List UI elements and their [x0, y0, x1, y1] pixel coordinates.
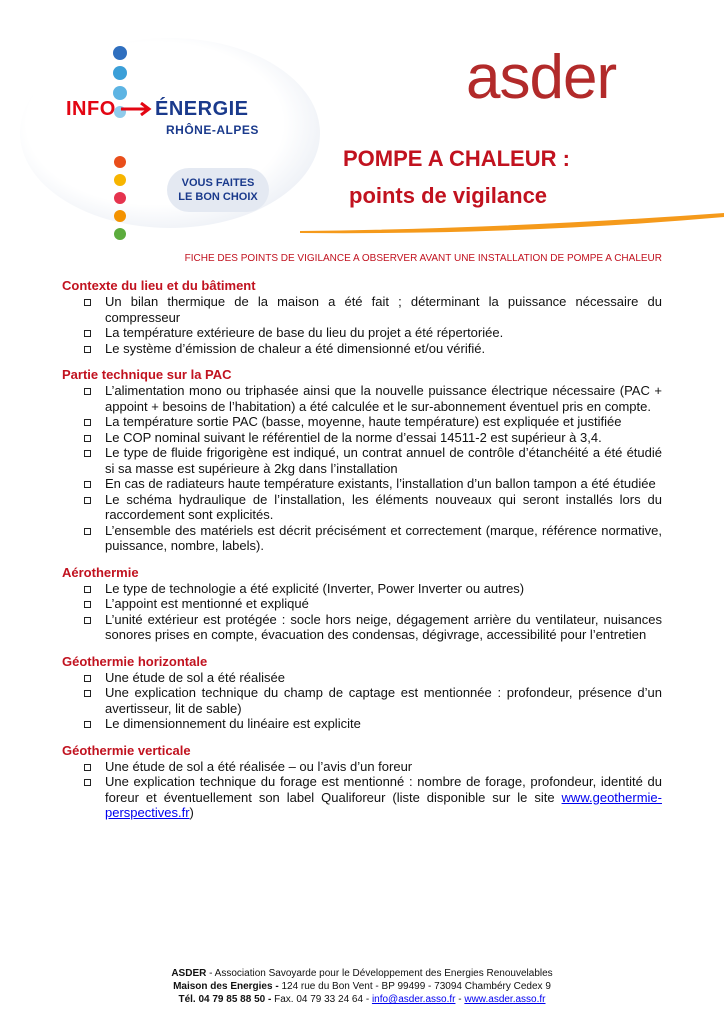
arrow-right-icon: [121, 102, 153, 116]
checklist-item-text: Une explication technique du champ de captage est mentionnée : profondeur, présence d’un avertisseur, lit de sable): [105, 685, 662, 716]
footer-fax: Fax. 04 79 33 24 64 -: [271, 994, 372, 1005]
fire-icon: [114, 156, 126, 168]
checkbox-bullet-icon: [84, 419, 91, 426]
footer-website-link[interactable]: www.asder.asso.fr: [464, 994, 546, 1005]
checkbox-bullet-icon: [84, 764, 91, 771]
checkbox-bullet-icon: [84, 346, 91, 353]
footer-line2: [0, 980, 724, 993]
globe-icon: [113, 46, 127, 60]
footer-sep: -: [455, 994, 465, 1005]
checklist-item: [62, 685, 662, 716]
geothermie-link[interactable]: www.geothermie-perspectives.fr: [105, 789, 662, 820]
checklist-item-text: Une étude de sol a été réalisée: [105, 669, 285, 685]
decorative-swoosh: [300, 205, 724, 235]
footer-tel: Tél. 04 79 85 88 50 -: [178, 994, 272, 1005]
footer-address: 124 rue du Bon Vent - BP 99499 - 73094 Chambéry Cedex 9: [278, 981, 551, 992]
checkbox-bullet-icon: [84, 690, 91, 697]
checklist-item-text: Le type de fluide frigorigène est indiqué, un contrat annuel de contrôle d’étanchéité a été étudié si sa masse est supérieure à 2kg dans l’installation: [105, 445, 662, 476]
checklist-item: [62, 430, 662, 446]
logo-energie-text: ÉNERGIE: [155, 98, 249, 120]
checklist-item-text: En cas de radiateurs haute température existants, l’installation d’un ballon tampon a été étudiée: [105, 476, 656, 491]
checklist: [62, 581, 662, 643]
main-content: [62, 278, 662, 832]
section-title: Partie technique sur la PAC: [62, 367, 232, 382]
walker-icon: [114, 228, 126, 240]
checklist-item: [62, 383, 662, 414]
checkbox-bullet-icon: [84, 779, 91, 786]
checklist: [62, 759, 662, 821]
checklist-item: [62, 596, 662, 612]
checklist-item: [62, 612, 662, 643]
footer-house: Maison des Energies -: [173, 981, 279, 992]
footer-line3: [0, 993, 724, 1006]
checklist: [62, 294, 662, 356]
checkbox-bullet-icon: [84, 435, 91, 442]
page-title: POMPE A CHALEUR :: [343, 146, 570, 171]
checklist-item: [62, 581, 662, 597]
checklist-item-text: Le dimensionnement du linéaire est explicite: [105, 716, 361, 731]
checkbox-bullet-icon: [84, 617, 91, 624]
slogan-line1: VOUS FAITES: [181, 177, 255, 189]
checklist-item: [62, 325, 662, 341]
checkbox-bullet-icon: [84, 481, 91, 488]
footer-email-link[interactable]: info@asder.asso.fr: [371, 994, 456, 1005]
checklist-item: [62, 414, 662, 430]
checkbox-bullet-icon: [84, 330, 91, 337]
checklist-item-text: Le schéma hydraulique de l’installation, les éléments nouveaux qui seront installés lors du raccordement sont explicités.: [105, 491, 662, 522]
checkbox-bullet-icon: [84, 299, 91, 306]
section: [62, 743, 662, 821]
checklist-item: [62, 716, 662, 732]
section: [62, 278, 662, 356]
checklist-item-text: Le système d’émission de chaleur a été dimensionné et/ou vérifié.: [105, 340, 486, 356]
section: [62, 654, 662, 732]
asder-logo-text: asder: [466, 43, 617, 112]
logo-region-text: RHÔNE-ALPES: [166, 123, 259, 137]
checklist-item-text: Le type de technologie a été explicité (Inverter, Power Inverter ou autres): [105, 580, 525, 596]
footer-line1: [0, 967, 724, 980]
checklist-item-text: Une étude de sol a été réalisée – ou l’avis d’un foreur: [105, 758, 413, 774]
checkbox-bullet-icon: [84, 675, 91, 682]
checklist: [62, 383, 662, 554]
section-title: Géothermie horizontale: [62, 653, 208, 669]
link-suffix: ): [189, 805, 194, 820]
checklist-item-text: La température sortie PAC (basse, moyenne, haute température) est expliquée et justifiée: [105, 414, 622, 429]
intro-text: FICHE DES POINTS DE VIGILANCE A OBSERVER AVANT UNE INSTALLATION DE POMPE A CHALEUR: [184, 253, 662, 264]
checkbox-bullet-icon: [84, 450, 91, 457]
checklist-item-text: La température extérieure de base du lieu du projet a été répertoriée.: [105, 325, 504, 340]
checkbox-bullet-icon: [84, 721, 91, 728]
checklist-item-text: L’alimentation mono ou triphasée ainsi que la nouvelle puissance électrique nécessaire (PAC + appoint + besoins de l’habitation) a été calculée et le sur-abonnement éventuel pris en compte.: [105, 383, 662, 414]
footer-org-desc: - Association Savoyarde pour le Développement des Energies Renouvelables: [206, 968, 553, 979]
home-icon: [114, 192, 126, 204]
logo-dots: [113, 46, 129, 246]
slogan-line2: LE BON CHOIX: [178, 191, 258, 203]
footer: [0, 967, 724, 1006]
checklist-item-text: L’appoint est mentionné et expliqué: [105, 596, 309, 611]
section-title: Contexte du lieu et du bâtiment: [62, 278, 256, 293]
checklist-item: [62, 774, 662, 821]
checkbox-bullet-icon: [84, 586, 91, 593]
section-title: Géothermie verticale: [62, 742, 191, 758]
logo-dot: [113, 66, 127, 80]
checkbox-bullet-icon: [84, 497, 91, 504]
checkbox-bullet-icon: [84, 601, 91, 608]
checklist-item-text: Une explication technique du forage est mentionné : nombre de forage, profondeur, identité du foreur et éventuellement son label Qualiforeur (liste disponible sur le site: [105, 774, 662, 805]
checklist: [62, 670, 662, 732]
checklist-item-text: Le COP nominal suivant le référentiel de la norme d’essai 14511-2 est supérieur à 3,4.: [105, 429, 602, 445]
checkbox-bullet-icon: [84, 388, 91, 395]
footer-org: ASDER: [171, 968, 207, 979]
section-title: Aérothermie: [62, 564, 139, 580]
checklist-item: [62, 476, 662, 492]
header: [0, 0, 724, 240]
checklist-item: [62, 759, 662, 775]
section: [62, 565, 662, 643]
checklist-item: [62, 523, 662, 554]
section: [62, 367, 662, 554]
logo-info-text: INFO: [66, 98, 116, 120]
checklist-item-text: L’unité extérieur est protégée : socle hors neige, dégagement arrière du ventilateur, nuisances sonores prises en compte, évacuation des condensas, dégivrage, accessibilité pour l’entretien: [105, 611, 662, 642]
slogan-badge: [167, 168, 269, 212]
checklist-item: [62, 670, 662, 686]
checkbox-bullet-icon: [84, 528, 91, 535]
car-icon: [114, 210, 126, 222]
checklist-item: [62, 294, 662, 325]
page-subtitle: points de vigilance: [349, 183, 548, 208]
checklist-item: [62, 492, 662, 523]
checklist-item-text: L’ensemble des matériels est décrit précisément et correctement (marque, référence normative, puissance, nombre, labels).: [105, 522, 662, 553]
checklist-item: [62, 445, 662, 476]
sun-icon: [114, 174, 126, 186]
checklist-item: [62, 341, 662, 357]
asder-logo: [462, 40, 692, 120]
checklist-item-text: Un bilan thermique de la maison a été fait ; déterminant la puissance nécessaire du compresseur: [105, 294, 662, 325]
